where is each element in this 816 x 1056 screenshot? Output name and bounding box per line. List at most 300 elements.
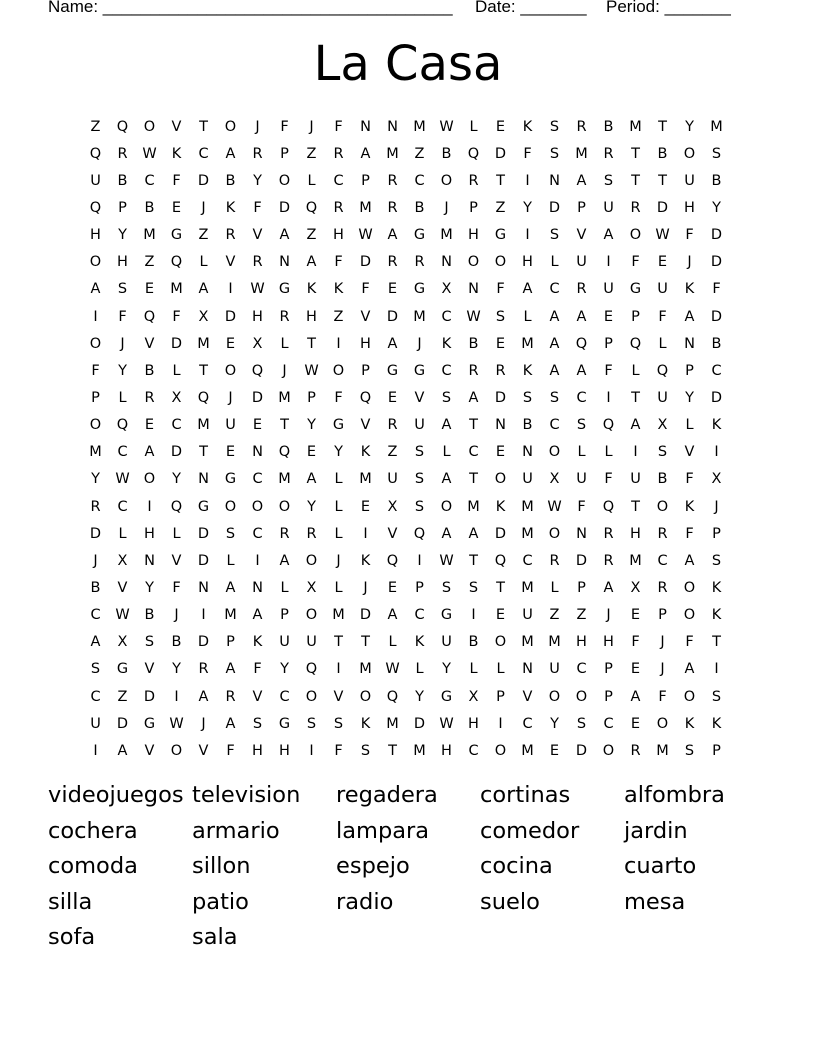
grid-letter: U: [90, 715, 101, 732]
grid-letter: T: [658, 118, 667, 135]
word-bank-item: lampara: [336, 817, 430, 844]
grid-letter: H: [441, 742, 452, 759]
grid-letter: J: [201, 199, 206, 216]
word-bank-item: alfombra: [624, 782, 725, 808]
grid-letter: U: [387, 471, 398, 488]
grid-letter: S: [549, 389, 560, 406]
grid-letter: A: [306, 254, 317, 271]
grid-letter: D: [548, 199, 561, 216]
grid-letter: T: [496, 579, 505, 596]
grid-letter: K: [225, 199, 236, 216]
grid-letter: Y: [550, 715, 559, 732]
grid-letter: D: [656, 199, 669, 216]
grid-letter: I: [174, 688, 179, 705]
grid-letter: G: [386, 362, 399, 379]
grid-letter: I: [633, 444, 638, 461]
grid-letter: R: [198, 661, 209, 678]
grid-letter: L: [307, 172, 316, 189]
grid-letter: A: [630, 417, 641, 434]
grid-letter: S: [549, 118, 560, 135]
grid-letter: M: [521, 742, 534, 759]
grid-letter: R: [468, 172, 479, 189]
grid-letter: G: [494, 227, 507, 244]
grid-letter: M: [386, 145, 399, 162]
grid-letter: K: [684, 498, 695, 515]
grid-letter: K: [711, 607, 722, 624]
grid-letter: V: [144, 661, 155, 678]
page-title: La Casa: [313, 36, 503, 92]
grid-letter: C: [279, 688, 290, 705]
grid-letter: L: [523, 308, 532, 325]
word-bank-item: suelo: [480, 888, 540, 915]
grid-letter: F: [334, 254, 343, 271]
grid-letter: B: [144, 607, 155, 624]
grid-letter: F: [604, 471, 613, 488]
grid-letter: P: [361, 362, 370, 379]
grid-letter: D: [710, 227, 723, 244]
grid-letter: R: [576, 281, 587, 298]
grid-letter: P: [658, 607, 667, 624]
word-bank-item: sofa: [48, 924, 96, 950]
grid-letter: Z: [90, 118, 101, 135]
grid-letter: W: [169, 715, 184, 732]
grid-letter: X: [630, 579, 641, 596]
grid-letter: Q: [251, 362, 264, 379]
grid-letter: Y: [334, 444, 343, 461]
grid-letter: J: [228, 389, 233, 406]
word-bank-item: television: [192, 782, 301, 808]
grid-letter: S: [252, 715, 263, 732]
grid-letter: R: [630, 199, 641, 216]
grid-letter: D: [494, 525, 507, 542]
grid-letter: S: [117, 281, 128, 298]
grid-letter: B: [90, 579, 101, 596]
grid-letter: M: [278, 389, 291, 406]
grid-letter: E: [144, 417, 155, 434]
grid-letter: C: [441, 308, 452, 325]
grid-letter: Q: [386, 688, 399, 705]
grid-letter: E: [387, 579, 398, 596]
grid-letter: O: [305, 607, 318, 624]
grid-letter: W: [115, 471, 130, 488]
grid-letter: T: [280, 417, 289, 434]
grid-letter: U: [441, 634, 452, 651]
grid-letter: I: [714, 661, 719, 678]
grid-letter: G: [413, 281, 426, 298]
grid-letter: T: [712, 634, 721, 651]
grid-letter: R: [387, 199, 398, 216]
grid-letter: L: [415, 661, 424, 678]
grid-letter: P: [226, 634, 235, 651]
grid-letter: X: [468, 688, 479, 705]
grid-letter: D: [278, 199, 291, 216]
grid-letter: K: [171, 145, 182, 162]
grid-letter: V: [387, 525, 398, 542]
grid-letter: M: [413, 308, 426, 325]
grid-letter: F: [658, 688, 667, 705]
grid-letter: J: [417, 335, 422, 352]
grid-letter: C: [171, 417, 182, 434]
grid-letter: Y: [118, 362, 127, 379]
grid-letter: H: [252, 308, 263, 325]
grid-letter: A: [90, 634, 101, 651]
grid-letter: Q: [602, 498, 615, 515]
grid-letter: I: [309, 742, 314, 759]
grid-letter: G: [278, 715, 291, 732]
grid-letter: E: [495, 118, 506, 135]
grid-letter: E: [387, 389, 398, 406]
grid-letter: J: [282, 362, 287, 379]
grid-letter: S: [522, 389, 533, 406]
grid-letter: L: [631, 362, 640, 379]
grid-letter: I: [525, 172, 530, 189]
grid-letter: M: [278, 471, 291, 488]
grid-letter: V: [360, 417, 371, 434]
grid-letter: U: [306, 634, 317, 651]
grid-letter: D: [494, 389, 507, 406]
grid-letter: D: [116, 715, 129, 732]
word-bank-item: cuarto: [624, 853, 697, 879]
grid-letter: H: [279, 742, 290, 759]
grid-letter: P: [712, 525, 721, 542]
grid-letter: U: [657, 281, 668, 298]
grid-letter: O: [494, 634, 507, 651]
grid-letter: D: [575, 552, 588, 569]
grid-letter: A: [117, 742, 128, 759]
grid-letter: T: [361, 634, 370, 651]
grid-letter: Y: [685, 389, 694, 406]
grid-letter: Y: [523, 199, 532, 216]
grid-letter: I: [471, 607, 476, 624]
grid-letter: A: [198, 688, 209, 705]
grid-letter: O: [467, 254, 480, 271]
grid-letter: M: [656, 742, 669, 759]
grid-letter: A: [630, 688, 641, 705]
grid-letter: L: [658, 335, 667, 352]
grid-letter: Y: [307, 498, 316, 515]
grid-letter: B: [144, 199, 155, 216]
grid-letter: S: [90, 661, 101, 678]
grid-letter: M: [521, 335, 534, 352]
grid-letter: E: [630, 607, 641, 624]
grid-letter: G: [116, 661, 129, 678]
grid-letter: S: [333, 715, 344, 732]
grid-letter: P: [577, 199, 586, 216]
grid-letter: C: [549, 281, 560, 298]
grid-letter: M: [413, 118, 426, 135]
grid-letter: R: [333, 199, 344, 216]
grid-letter: O: [548, 444, 561, 461]
grid-letter: C: [90, 607, 101, 624]
grid-letter: N: [198, 471, 209, 488]
grid-letter: C: [603, 715, 614, 732]
grid-letter: A: [576, 172, 587, 189]
grid-letter: E: [252, 417, 263, 434]
grid-letter: P: [631, 308, 640, 325]
grid-letter: L: [280, 335, 289, 352]
grid-letter: N: [522, 444, 533, 461]
grid-letter: S: [441, 389, 452, 406]
word-bank-item: espejo: [336, 853, 410, 879]
grid-letter: J: [255, 118, 260, 135]
grid-letter: I: [336, 661, 341, 678]
grid-letter: S: [495, 308, 506, 325]
grid-letter: Q: [494, 552, 507, 569]
grid-letter: Q: [602, 417, 615, 434]
grid-letter: R: [495, 362, 506, 379]
grid-letter: Q: [467, 145, 480, 162]
grid-letter: A: [225, 145, 236, 162]
grid-letter: O: [440, 172, 453, 189]
grid-letter: Z: [306, 145, 317, 162]
grid-letter: A: [468, 389, 479, 406]
grid-letter: R: [576, 118, 587, 135]
grid-letter: C: [522, 552, 533, 569]
grid-letter: Q: [575, 335, 588, 352]
grid-letter: R: [657, 525, 668, 542]
grid-letter: O: [494, 471, 507, 488]
grid-letter: M: [386, 715, 399, 732]
grid-letter: M: [629, 118, 642, 135]
grid-letter: B: [468, 335, 479, 352]
grid-letter: O: [494, 254, 507, 271]
grid-letter: F: [91, 362, 100, 379]
student-info-header: [48, 0, 768, 19]
grid-letter: A: [387, 335, 398, 352]
grid-letter: S: [360, 742, 371, 759]
grid-letter: R: [603, 552, 614, 569]
grid-letter: D: [197, 552, 210, 569]
grid-letter: R: [603, 525, 614, 542]
grid-letter: F: [253, 199, 262, 216]
grid-letter: E: [225, 444, 236, 461]
date-field[interactable]: Date: _______: [475, 0, 587, 16]
grid-letter: N: [441, 254, 452, 271]
grid-letter: N: [468, 281, 479, 298]
grid-letter: O: [89, 417, 102, 434]
grid-letter: D: [143, 688, 156, 705]
grid-letter: G: [413, 362, 426, 379]
grid-letter: V: [414, 389, 425, 406]
grid-letter: N: [360, 118, 371, 135]
grid-letter: S: [414, 444, 425, 461]
grid-letter: J: [660, 661, 665, 678]
grid-letter: D: [710, 308, 723, 325]
grid-letter: S: [711, 688, 722, 705]
grid-letter: N: [252, 444, 263, 461]
grid-letter: F: [361, 281, 370, 298]
grid-letter: F: [685, 471, 694, 488]
grid-letter: R: [630, 742, 641, 759]
grid-letter: N: [387, 118, 398, 135]
grid-letter: L: [442, 444, 451, 461]
grid-letter: V: [225, 254, 236, 271]
grid-letter: R: [279, 308, 290, 325]
grid-letter: T: [199, 362, 208, 379]
grid-letter: C: [522, 715, 533, 732]
grid-letter: D: [170, 444, 183, 461]
grid-letter: A: [306, 471, 317, 488]
grid-letter: N: [576, 525, 587, 542]
grid-letter: T: [496, 172, 505, 189]
grid-letter: L: [604, 444, 613, 461]
grid-letter: L: [118, 525, 127, 542]
grid-letter: W: [385, 661, 400, 678]
grid-letter: M: [359, 471, 372, 488]
grid-letter: H: [522, 254, 533, 271]
grid-letter: C: [414, 607, 425, 624]
grid-letter: I: [255, 552, 260, 569]
grid-letter: R: [306, 525, 317, 542]
grid-letter: W: [142, 145, 157, 162]
word-bank-item: mesa: [624, 888, 686, 915]
grid-letter: A: [198, 281, 209, 298]
grid-letter: R: [117, 145, 128, 162]
grid-letter: H: [306, 308, 317, 325]
word-bank-item: cochera: [48, 817, 138, 844]
grid-letter: E: [549, 742, 560, 759]
grid-letter: M: [224, 607, 237, 624]
grid-letter: O: [332, 362, 345, 379]
grid-letter: E: [225, 335, 236, 352]
grid-letter: J: [120, 335, 125, 352]
grid-letter: Z: [333, 308, 344, 325]
grid-letter: F: [631, 634, 640, 651]
grid-letter: P: [118, 199, 127, 216]
grid-letter: I: [336, 335, 341, 352]
grid-letter: S: [711, 145, 722, 162]
grid-letter: K: [684, 281, 695, 298]
grid-letter: G: [143, 715, 156, 732]
grid-letter: A: [90, 281, 101, 298]
period-field[interactable]: Period: _______: [606, 0, 731, 16]
grid-letter: A: [441, 525, 452, 542]
grid-letter: A: [549, 362, 560, 379]
grid-letter: U: [576, 254, 587, 271]
grid-letter: Q: [413, 525, 426, 542]
grid-letter: Q: [116, 417, 129, 434]
grid-letter: U: [603, 281, 614, 298]
grid-letter: R: [252, 145, 263, 162]
grid-letter: J: [444, 199, 449, 216]
grid-letter: K: [495, 498, 506, 515]
grid-letter: V: [576, 227, 587, 244]
grid-letter: Z: [414, 145, 425, 162]
grid-letter: M: [143, 227, 156, 244]
grid-letter: R: [144, 389, 155, 406]
grid-letter: C: [549, 417, 560, 434]
grid-letter: H: [252, 742, 263, 759]
grid-letter: B: [522, 417, 533, 434]
grid-letter: M: [710, 118, 723, 135]
grid-letter: O: [575, 688, 588, 705]
grid-letter: T: [199, 118, 208, 135]
grid-letter: K: [252, 634, 263, 651]
grid-letter: X: [441, 281, 452, 298]
grid-letter: M: [467, 498, 480, 515]
grid-letter: M: [521, 579, 534, 596]
grid-letter: N: [549, 172, 560, 189]
grid-letter: H: [684, 199, 695, 216]
grid-letter: R: [414, 254, 425, 271]
grid-letter: Q: [278, 444, 291, 461]
grid-letter: O: [359, 688, 372, 705]
grid-letter: M: [170, 281, 183, 298]
grid-letter: R: [387, 172, 398, 189]
name-field[interactable]: Name: _____________________________________: [48, 0, 453, 16]
grid-letter: U: [630, 471, 641, 488]
grid-letter: S: [144, 634, 155, 651]
grid-letter: G: [440, 688, 453, 705]
grid-letter: D: [89, 525, 102, 542]
grid-letter: S: [468, 579, 479, 596]
grid-letter: M: [359, 661, 372, 678]
grid-letter: D: [251, 389, 264, 406]
grid-letter: K: [711, 579, 722, 596]
grid-letter: C: [117, 444, 128, 461]
word-bank-item: cortinas: [480, 782, 571, 808]
grid-letter: M: [521, 634, 534, 651]
grid-letter: T: [631, 498, 640, 515]
grid-letter: A: [441, 417, 452, 434]
grid-letter: H: [117, 254, 128, 271]
grid-letter: O: [602, 742, 615, 759]
grid-letter: G: [629, 281, 642, 298]
grid-letter: U: [549, 661, 560, 678]
grid-letter: A: [279, 227, 290, 244]
grid-letter: K: [684, 715, 695, 732]
grid-letter: U: [603, 199, 614, 216]
grid-letter: X: [171, 389, 182, 406]
grid-letter: R: [603, 145, 614, 162]
grid-letter: D: [170, 335, 183, 352]
grid-letter: H: [333, 227, 344, 244]
grid-letter: O: [224, 118, 237, 135]
grid-letter: F: [658, 308, 667, 325]
grid-letter: O: [656, 715, 669, 732]
grid-letter: U: [657, 389, 668, 406]
grid-letter: Y: [415, 688, 424, 705]
grid-letter: Z: [576, 607, 587, 624]
grid-letter: E: [306, 444, 317, 461]
grid-letter: F: [118, 308, 127, 325]
grid-letter: T: [469, 471, 478, 488]
grid-letter: P: [604, 688, 613, 705]
grid-letter: P: [307, 389, 316, 406]
grid-letter: T: [658, 172, 667, 189]
grid-letter: B: [171, 634, 182, 651]
grid-letter: U: [576, 471, 587, 488]
grid-letter: K: [333, 281, 344, 298]
grid-letter: K: [360, 552, 371, 569]
grid-letter: A: [387, 607, 398, 624]
grid-letter: O: [683, 688, 696, 705]
grid-letter: Q: [386, 552, 399, 569]
grid-letter: Q: [170, 254, 183, 271]
grid-letter: C: [711, 362, 722, 379]
word-bank-item: videojuegos: [48, 782, 184, 808]
grid-letter: R: [657, 579, 668, 596]
grid-letter: S: [684, 742, 695, 759]
grid-letter: R: [387, 417, 398, 434]
grid-letter: H: [468, 715, 479, 732]
grid-letter: G: [170, 227, 183, 244]
grid-letter: V: [522, 688, 533, 705]
grid-letter: K: [414, 634, 425, 651]
grid-letter: T: [631, 145, 640, 162]
grid-letter: T: [631, 172, 640, 189]
grid-letter: B: [117, 172, 128, 189]
